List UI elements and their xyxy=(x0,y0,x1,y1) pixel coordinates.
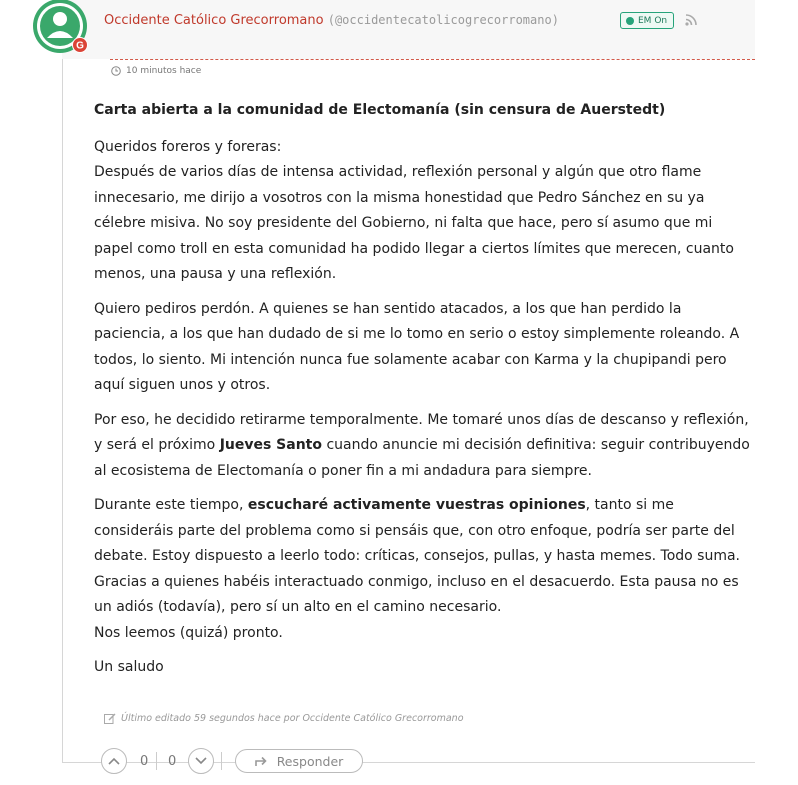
svg-text:G: G xyxy=(76,40,84,52)
paragraph-text: cuando anuncie mi decisión definitiva: seguir contribuyendo al ecosistema de Electomanía o poner fin a mi andadura para siempre. xyxy=(94,437,750,479)
comment-title: Carta abierta a la comunidad de Electomanía (sin censura de Auerstedt) xyxy=(94,102,666,118)
em-on-badge xyxy=(620,12,674,29)
comment-paragraph: Quiero pediros perdón. A quienes se han sentido atacados, a los que han perdido la paciencia, a los que han dudado de si me lo tomo en serio o estoy simplemente roleando. A todos, lo siento. Mi intención nunca fue solamente acabar con Karma y la chupipandi pero aquí siguen unos y otros. xyxy=(94,300,740,393)
bold-text: escucharé activamente vuestras opiniones xyxy=(247,497,586,513)
vote-separator xyxy=(156,752,157,770)
comment-paragraph xyxy=(94,493,754,646)
comment-footer-divider xyxy=(62,762,755,763)
badge-label: EM On xyxy=(638,15,668,26)
paragraph-text: Gracias a quienes habéis interactuado conmigo, incluso en el desacuerdo. Esta pausa no es un adiós (todavía), pero sí un alto en el camino necesario. xyxy=(94,573,739,615)
header-divider xyxy=(110,59,755,60)
paragraph-text: , tanto si me consideráis parte del problema como si pensáis que, con otro enfoque, podría ser parte del debate. Estoy dispuesto a leerlo todo: críticas, consejos, pullas, y hasta memes. Todo suma. xyxy=(94,497,740,564)
vote-reply-separator xyxy=(221,752,222,770)
downvote-button[interactable] xyxy=(188,748,214,774)
downvote-count: 0 xyxy=(168,754,177,769)
edit-icon xyxy=(104,713,116,724)
signoff: Un saludo xyxy=(94,659,164,675)
paragraph-text: Nos leemos (quizá) pronto. xyxy=(94,624,283,641)
reply-arrow-icon xyxy=(255,756,269,767)
edited-text: Último editado 59 segundos hace por Occidente Católico Grecorromano xyxy=(121,713,464,724)
comment-header xyxy=(62,0,755,59)
status-dot xyxy=(626,17,634,25)
thumb-down-icon xyxy=(195,757,207,765)
greeting: Queridos foreros y foreras: xyxy=(94,138,282,155)
paragraph-text: Durante este tiempo, xyxy=(94,497,248,513)
avatar[interactable] xyxy=(31,0,89,55)
edited-note xyxy=(104,713,464,724)
clock-icon xyxy=(111,66,121,76)
comment-paragraph xyxy=(94,408,754,485)
upvote-button[interactable] xyxy=(101,748,127,774)
author-handle: (@occidentecatolicogrecorromano) xyxy=(327,13,559,27)
author-line xyxy=(104,13,559,28)
reply-button[interactable] xyxy=(235,749,363,773)
rss-icon[interactable] xyxy=(685,14,697,26)
comment-paragraph xyxy=(94,135,754,288)
thumb-up-icon xyxy=(108,757,120,765)
paragraph-text: Después de varios días de intensa actividad, reflexión personal y algún que otro flame innecesario, me dirijo a vosotros con la misma honestidad que Pedro Sánchez en su ya célebre misiva. No soy presidente del Gobierno, ni falta que hace, pero sí asumo que mi papel como troll en esta comunidad ha podido llegar a ciertos límites que merecen, cuanto menos, una pausa y una reflexión. xyxy=(94,164,734,282)
reply-label: Responder xyxy=(276,753,344,769)
author-name[interactable]: Occidente Católico Grecorromano xyxy=(104,13,324,28)
comment-body xyxy=(94,98,754,690)
timestamp[interactable] xyxy=(111,66,201,76)
paragraph-text: Por eso, he decidido retirarme temporalmente. Me tomaré unos días de descanso y reflexión, y será el próximo xyxy=(94,411,749,453)
google-badge-icon xyxy=(72,37,88,53)
bold-text: Jueves Santo xyxy=(219,437,322,453)
upvote-count: 0 xyxy=(140,754,149,769)
timestamp-text: 10 minutos hace xyxy=(126,66,202,76)
